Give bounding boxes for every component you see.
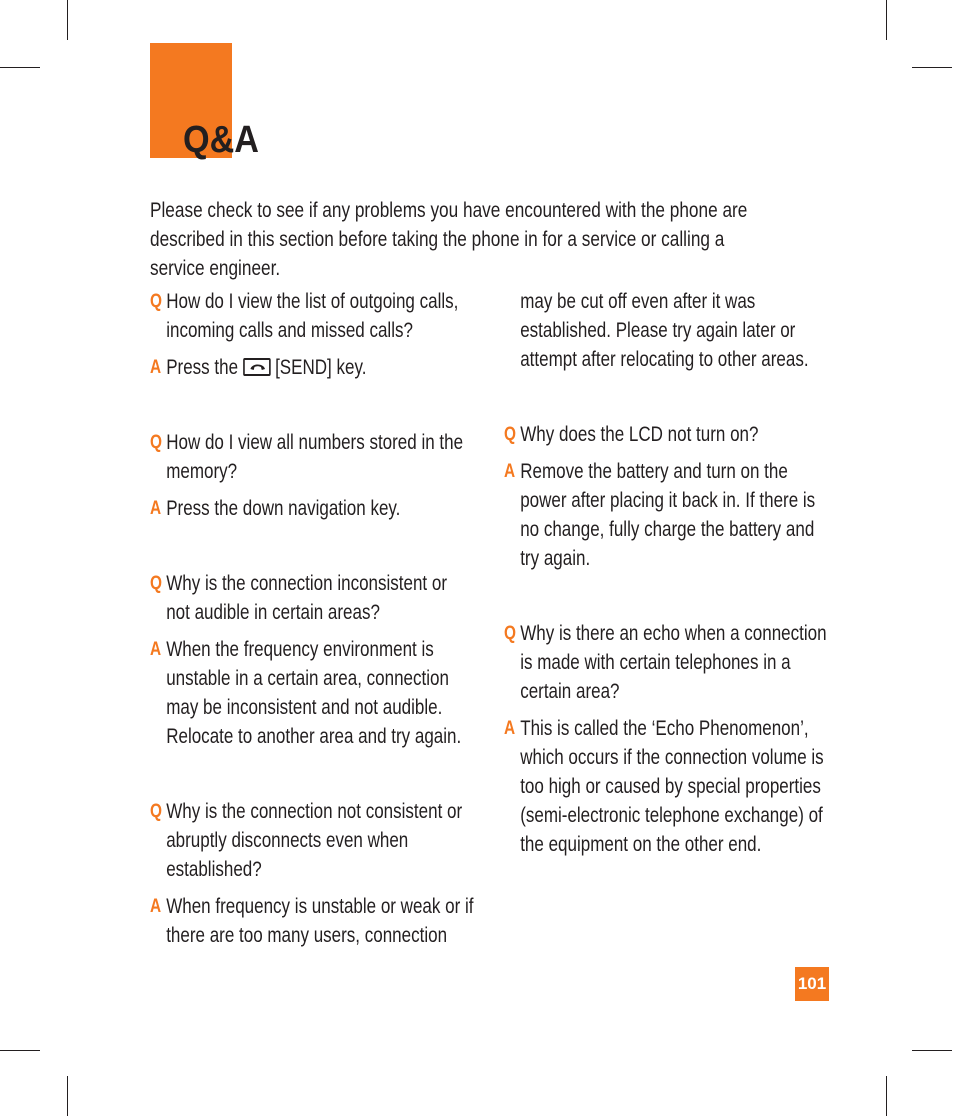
question-item bbox=[150, 797, 474, 884]
page-title: Q&A bbox=[183, 119, 260, 161]
crop-mark bbox=[0, 1050, 40, 1051]
crop-mark bbox=[912, 67, 952, 68]
question-marker: Q bbox=[504, 424, 516, 445]
question-text: Why does the LCD not turn on? bbox=[520, 423, 759, 446]
answer-item bbox=[150, 494, 474, 523]
question-marker: Q bbox=[504, 623, 516, 644]
answer-text: This is called the ‘Echo Phenomenon’, which occurs if the connection volume is too high or caused by special properties (semi-electronic telephone exchange) of the equipment on the other end. bbox=[520, 717, 824, 856]
question-marker: Q bbox=[150, 573, 162, 594]
answer-item bbox=[150, 353, 474, 382]
question-item bbox=[504, 420, 828, 449]
answer-item bbox=[150, 635, 474, 751]
answer-marker: A bbox=[150, 639, 162, 660]
question-item bbox=[504, 619, 828, 706]
answer-text: [SEND] key. bbox=[275, 356, 367, 379]
crop-mark bbox=[886, 0, 887, 40]
question-text: How do I view all numbers stored in the memory? bbox=[166, 431, 464, 483]
crop-mark bbox=[912, 1050, 952, 1051]
left-column bbox=[150, 287, 550, 950]
answer-marker: A bbox=[504, 718, 516, 739]
question-text: Why is the connection inconsistent or not audible in certain areas? bbox=[166, 572, 448, 624]
question-text: Why is there an echo when a connection is made with certain telephones in a certain area? bbox=[520, 622, 827, 703]
answer-marker: A bbox=[150, 896, 162, 917]
question-marker: Q bbox=[150, 432, 162, 453]
question-text: How do I view the list of outgoing calls, incoming calls and missed calls? bbox=[166, 290, 459, 342]
answer-text: Remove the battery and turn on the power after placing it back in. If there is no change, fully charge the battery and try again. bbox=[520, 460, 816, 570]
intro-paragraph: Please check to see if any problems you have encountered with the phone are described in this section before taking the phone in for a service or calling a service engineer. bbox=[150, 199, 748, 280]
answer-item bbox=[504, 457, 828, 573]
question-item bbox=[150, 569, 474, 627]
question-marker: Q bbox=[150, 291, 162, 312]
answer-marker: A bbox=[150, 498, 162, 519]
crop-mark bbox=[886, 1076, 887, 1116]
crop-mark bbox=[67, 1076, 68, 1116]
question-text: Why is the connection not consistent or abruptly disconnects even when established? bbox=[166, 800, 463, 881]
answer-text: may be cut off even after it was established. Please try again later or attempt after relocating to other areas. bbox=[520, 290, 809, 371]
answer-text: When the frequency environment is unstable in a certain area, connection may be inconsistent and not audible. Relocate to another area and try again. bbox=[166, 638, 462, 748]
page-number: 101 bbox=[795, 967, 829, 1001]
question-marker: Q bbox=[150, 801, 162, 822]
question-item bbox=[150, 428, 474, 486]
answer-continuation bbox=[504, 287, 828, 374]
answer-text: Press the bbox=[166, 356, 239, 379]
answer-text: Press the down navigation key. bbox=[166, 497, 401, 520]
answer-marker: A bbox=[150, 357, 162, 378]
answer-marker: A bbox=[504, 461, 516, 482]
crop-mark bbox=[0, 67, 40, 68]
send-key-icon bbox=[243, 358, 271, 376]
question-item bbox=[150, 287, 474, 345]
right-column bbox=[504, 287, 904, 859]
answer-text: When frequency is unstable or weak or if there are too many users, connection bbox=[166, 895, 474, 947]
answer-item bbox=[504, 714, 828, 859]
crop-mark bbox=[67, 0, 68, 40]
answer-item bbox=[150, 892, 474, 950]
